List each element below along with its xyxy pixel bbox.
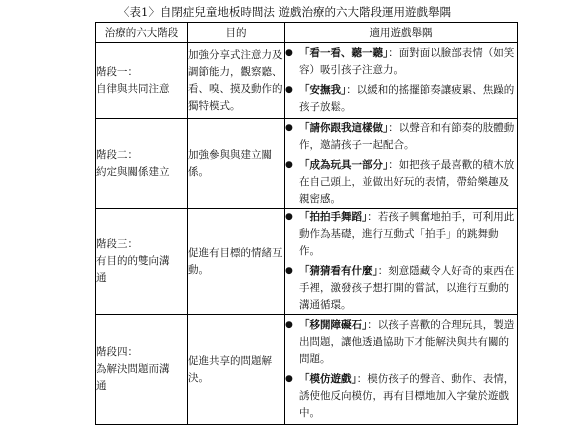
activity-title: 「移開障礙石」: [299, 319, 368, 331]
bullet-icon: ●: [285, 266, 293, 276]
activity-desc: ：模仿孩子的聲音、動作、表情，誘使他反向模仿，再有目標地加入字彙於遊戲中。: [299, 373, 515, 419]
header-stage: 治療的六大階段: [96, 23, 188, 43]
activity-item: [285, 82, 517, 116]
activity-title: 「成為玩具一部分」: [299, 158, 389, 171]
goal-cell: 加強參與與建立關係。: [188, 119, 285, 209]
activity-desc: ：以聲音和有節奏的肢體動作，邀請孩子一起配合。: [299, 121, 515, 151]
activity-title: 「模仿遊戲」: [299, 373, 357, 385]
activity-desc: ：若孩子興奮地拍手，可利用此動作為基礎，進行互動式「拍手」的跳舞動作。: [299, 211, 515, 257]
goal-cell: 促進有目標的情緒互動。: [188, 209, 285, 315]
stage-name: 為解決問題而溝: [96, 363, 170, 375]
activity-title: 「猜猜看有什麼」: [299, 265, 378, 277]
activity-title: 「拍拍手舞蹈」: [299, 211, 368, 223]
activity-item: [285, 317, 517, 368]
activity-title: 「請你跟我這樣做」: [299, 121, 389, 134]
activity-title: 「看一看、聽一聽」: [299, 47, 389, 59]
activity-item: [285, 157, 517, 208]
activity-item: [285, 263, 517, 314]
table-caption: 〈表1〉自閉症兒童地板時間法 遊戲治療的六大階段運用遊戲舉隅: [118, 5, 451, 19]
stage-number: 階段一：: [96, 65, 138, 78]
activity-desc: ：面對面以臉部表情（如笑容）吸引孩子注意力。: [299, 47, 515, 76]
stage-number: 階段三：: [96, 238, 138, 250]
stage-number: 階段二：: [96, 148, 138, 161]
activities-cell: [285, 43, 518, 119]
bullet-icon: ●: [285, 48, 293, 58]
stage-number: 階段四：: [96, 346, 138, 358]
stage-cell: [96, 119, 188, 209]
goal-cell: 促進共享的問題解決。: [188, 315, 285, 425]
activity-desc: ：以孩子喜歡的合理玩具，製造出問題，讓他透過協助下才能解決與共有關的問題。: [299, 319, 515, 365]
stage-cell: [96, 315, 188, 425]
header-goal: 目的: [188, 23, 285, 43]
activity-item: [285, 209, 517, 260]
goal-cell: 加強分享式注意力及調節能力，觀察聽、看、嗅、摸及動作的獨特模式。: [188, 43, 285, 119]
table-row: [96, 315, 518, 425]
activity-item: [285, 45, 517, 79]
activity-desc: ：刻意隱藏令人好奇的東西在手裡，激發孩子想打開的嘗試，以進行互動的溝通循環。: [299, 265, 515, 311]
bullet-icon: ●: [285, 320, 293, 330]
activities-cell: [285, 315, 518, 425]
table-header-row: [96, 23, 518, 43]
table-row: [96, 119, 518, 209]
table-row: [96, 43, 518, 119]
stage-name-cont: 通: [96, 380, 107, 392]
stage-cell: [96, 43, 188, 119]
stage-cell: [96, 209, 188, 315]
stage-name-cont: 通: [96, 272, 107, 284]
table-row: [96, 209, 518, 315]
stage-name: 約定與關係建立: [96, 165, 170, 178]
stage-name: 有目的的雙向溝: [96, 255, 170, 267]
activity-title: 「安撫我」: [299, 84, 347, 96]
activities-cell: [285, 119, 518, 209]
activities-cell: [285, 209, 518, 315]
header-activities: 適用遊戲舉隅: [285, 23, 518, 43]
activity-item: [285, 371, 517, 422]
activity-desc: ：如把孩子最喜歡的積木放在自己頭上，並做出好玩的表情，帶給樂趣及親密感。: [299, 158, 515, 205]
bullet-icon: ●: [285, 85, 293, 95]
bullet-icon: ●: [285, 159, 293, 170]
bullet-icon: ●: [285, 374, 293, 384]
bullet-icon: ●: [285, 122, 293, 133]
game-stages-table: [95, 22, 518, 425]
bullet-icon: ●: [285, 212, 293, 222]
activity-item: [285, 120, 517, 154]
activity-desc: ：以緩和的搖擺節奏讓疲累、焦躁的孩子放鬆。: [299, 84, 515, 113]
stage-name: 自律與共同注意: [96, 82, 170, 95]
